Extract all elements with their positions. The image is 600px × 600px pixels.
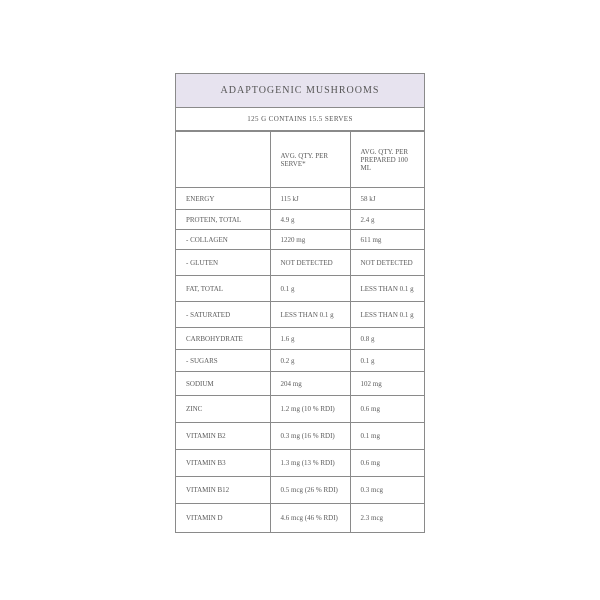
cell-per100: 611 mg <box>350 230 424 250</box>
cell-serve: 0.2 g <box>270 350 350 372</box>
cell-label: - GLUTEN <box>176 250 270 276</box>
cell-serve: LESS THAN 0.1 g <box>270 302 350 328</box>
cell-per100: 0.3 mcg <box>350 477 424 504</box>
cell-per100: 2.4 g <box>350 210 424 230</box>
cell-serve: 1220 mg <box>270 230 350 250</box>
header-row <box>176 132 424 188</box>
cell-per100: LESS THAN 0.1 g <box>350 302 424 328</box>
serves-info: 125 G CONTAINS 15.5 SERVES <box>176 108 424 131</box>
cell-per100: 2.3 mcg <box>350 504 424 532</box>
cell-label: PROTEIN, TOTAL <box>176 210 270 230</box>
table-row <box>176 450 424 477</box>
table-row <box>176 328 424 350</box>
cell-serve: 0.1 g <box>270 276 350 302</box>
cell-per100: 0.1 g <box>350 350 424 372</box>
nutrition-table <box>176 131 424 532</box>
table-row <box>176 372 424 396</box>
cell-per100: 58 kJ <box>350 188 424 210</box>
header-cell-per100: AVG. QTY. PER PREPARED 100 ML <box>350 132 424 188</box>
panel-title: ADAPTOGENIC MUSHROOMS <box>176 74 424 108</box>
table-row <box>176 210 424 230</box>
cell-label: VITAMIN B12 <box>176 477 270 504</box>
cell-serve: 4.9 g <box>270 210 350 230</box>
cell-serve: 204 mg <box>270 372 350 396</box>
cell-per100: 102 mg <box>350 372 424 396</box>
table-row <box>176 477 424 504</box>
table-row <box>176 350 424 372</box>
cell-per100: 0.8 g <box>350 328 424 350</box>
cell-label: VITAMIN B3 <box>176 450 270 477</box>
cell-serve: 1.3 mg (13 % RDI) <box>270 450 350 477</box>
cell-label: - SATURATED <box>176 302 270 328</box>
cell-per100: LESS THAN 0.1 g <box>350 276 424 302</box>
cell-label: SODIUM <box>176 372 270 396</box>
cell-label: ZINC <box>176 396 270 423</box>
cell-serve: 1.2 mg (10 % RDI) <box>270 396 350 423</box>
cell-serve: 0.3 mg (16 % RDI) <box>270 423 350 450</box>
table-row <box>176 250 424 276</box>
table-row <box>176 504 424 532</box>
cell-serve: 1.6 g <box>270 328 350 350</box>
cell-label: ENERGY <box>176 188 270 210</box>
cell-serve: 0.5 mcg (26 % RDI) <box>270 477 350 504</box>
table-row <box>176 302 424 328</box>
table-row <box>176 230 424 250</box>
cell-serve: 4.6 mcg (46 % RDI) <box>270 504 350 532</box>
cell-per100: 0.1 mg <box>350 423 424 450</box>
cell-per100: 0.6 mg <box>350 396 424 423</box>
cell-label: CARBOHYDRATE <box>176 328 270 350</box>
header-cell-label <box>176 132 270 188</box>
cell-label: FAT, TOTAL <box>176 276 270 302</box>
cell-label: VITAMIN B2 <box>176 423 270 450</box>
table-row <box>176 276 424 302</box>
cell-label: VITAMIN D <box>176 504 270 532</box>
cell-label: - COLLAGEN <box>176 230 270 250</box>
cell-per100: 0.6 mg <box>350 450 424 477</box>
cell-serve: 115 kJ <box>270 188 350 210</box>
table-row <box>176 188 424 210</box>
cell-label: - SUGARS <box>176 350 270 372</box>
cell-per100: NOT DETECTED <box>350 250 424 276</box>
nutrition-panel <box>175 73 425 533</box>
header-cell-serve: AVG. QTY. PER SERVE* <box>270 132 350 188</box>
cell-serve: NOT DETECTED <box>270 250 350 276</box>
table-row <box>176 423 424 450</box>
table-row <box>176 396 424 423</box>
